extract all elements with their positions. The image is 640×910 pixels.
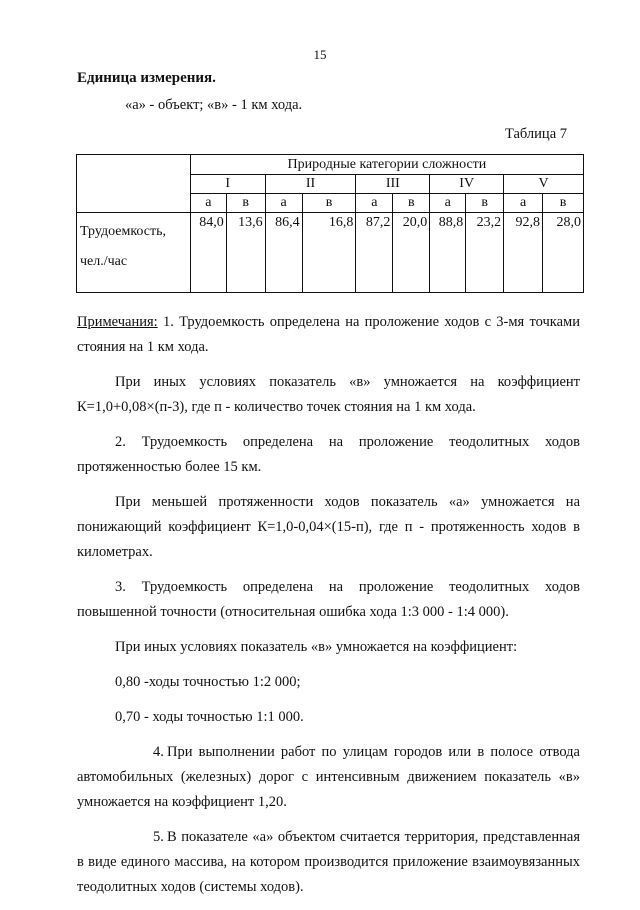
note-5-number: 5. [153,829,164,845]
value-cell: 92,8 [504,213,543,293]
table-corner-cell [77,155,191,213]
notes-label: Примечания: [77,314,158,330]
value-cell: 20,0 [393,213,430,293]
subheader-a: а [265,194,302,213]
value-cell: 84,0 [190,213,226,293]
subheader-b: в [226,194,265,213]
note-3-continuation: При иных условиях показатель «в» умножается на коэффициент: [115,639,518,655]
note-4-number: 4. [153,744,164,760]
note-4-text: При выполнении работ по улицам городов или в полосе отвода автомобильных (железных) дорог с интенсивным движением показатель «в» умножается на коэффициент 1,20. [77,744,580,810]
value-cell: 23,2 [466,213,504,293]
notes-section [77,310,580,910]
note-3: 3. Трудоемкость определена на проложение теодолитных ходов повышенной точности (относительная ошибка хода 1:3 000 - 1:4 000). [77,579,580,620]
note-3-coef-2: 0,70 - ходы точностью 1:1 000. [115,709,304,725]
note-5 [77,825,580,900]
value-cell: 86,4 [265,213,302,293]
subheader-a: а [430,194,466,213]
row-label [77,213,191,293]
subheader-a: а [356,194,393,213]
subheader-b: в [466,194,504,213]
row-label-line: Трудоемкость, [80,224,166,239]
value-cell: 87,2 [356,213,393,293]
note-1-continuation: При иных условиях показатель «в» умножается на коэффициент К=1,0+0,08×(п-3), где п - количество точек стояния на 1 км хода. [77,374,580,415]
section-heading: Единица измерения. [77,70,216,86]
page-number: 15 [313,47,327,62]
note-2: 2. Трудоемкость определена на проложение теодолитных ходов протяженностью более 15 км. [77,434,580,475]
subheader-a: а [190,194,226,213]
complexity-header: Природные категории сложности [190,155,583,175]
note-4 [77,740,580,815]
value-cell: 13,6 [226,213,265,293]
category-header: V [504,175,584,194]
unit-description: «а» - объект; «в» - 1 км хода. [125,97,303,113]
category-header: II [265,175,356,194]
labor-intensity-table [76,154,584,293]
table-caption: Таблица 7 [504,126,567,142]
subheader-b: в [393,194,430,213]
note-5-text: В показателе «а» объектом считается территория, представленная в виде единого массива, на котором производится приложение взаимоувязанных теодолитных ходов (системы ходов). [77,829,580,895]
value-cell: 16,8 [302,213,356,293]
row-label-line: чел./час [80,254,128,269]
note-2-continuation: При меньшей протяженности ходов показатель «а» умножается на понижающий коэффициент К=1,0-0,04×(15-п), где п - протяженность ходов в километрах. [77,494,580,560]
subheader-a: а [504,194,543,213]
category-header: III [356,175,430,194]
note-1-text: 1. Трудоемкость определена на проложение ходов с 3-мя точками стояния на 1 км хода. [77,314,580,355]
category-header: I [190,175,265,194]
subheader-b: в [543,194,584,213]
note-3-coef-1: 0,80 -ходы точностью 1:2 000; [115,674,301,690]
note-1 [77,310,580,360]
category-header: IV [430,175,504,194]
value-cell: 88,8 [430,213,466,293]
subheader-b: в [302,194,356,213]
value-cell: 28,0 [543,213,584,293]
